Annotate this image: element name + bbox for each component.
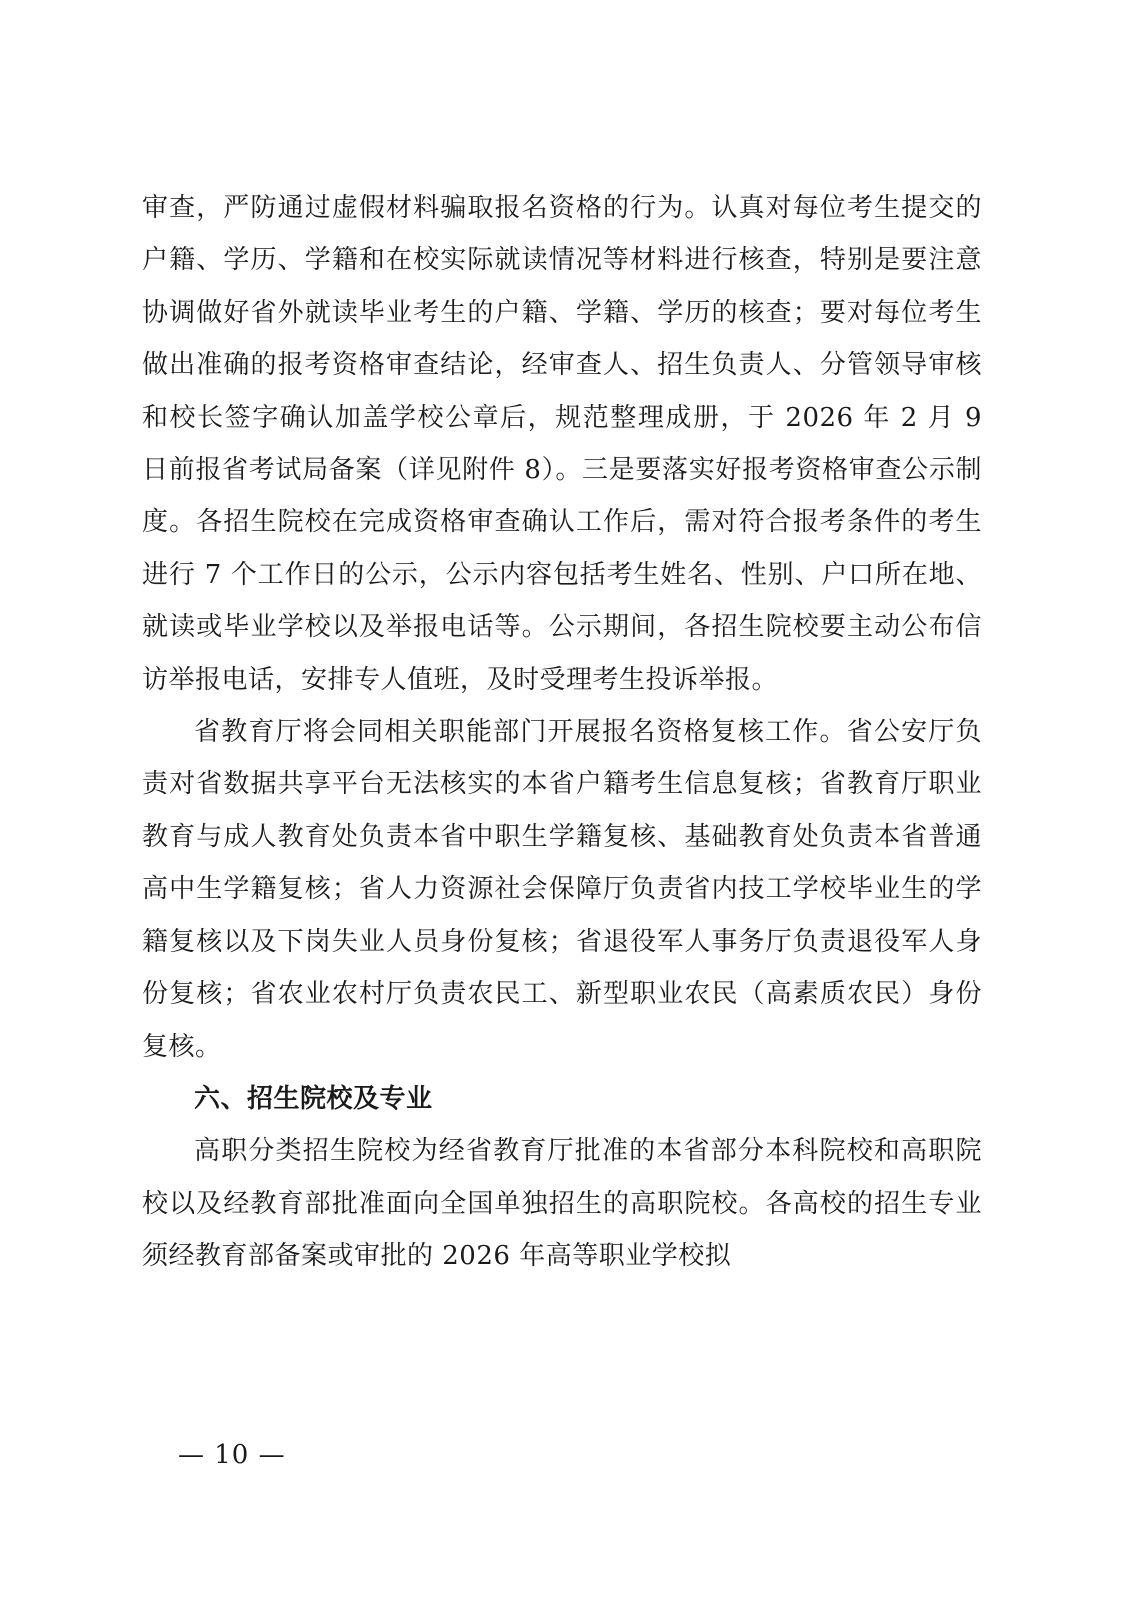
body-text <box>142 182 982 1283</box>
section-heading: 六、招生院校及专业 <box>194 1083 433 1114</box>
paragraph-qualification-review: 审查，严防通过虚假材料骗取报名资格的行为。认真对每位考生提交的户籍、学历、学籍和在校实际就读情况等材料进行核查，特别是要注意协调做好省外就读毕业考生的户籍、学籍、学历的核查；要对每位考生做出准确的报考资格审查结论，经审查人、招生负责人、分管领导审核和校长签字确认加盖学校公章后，规范整理成册，于 2026 年 2 月 9 日前报省考试局备案（详见附件 8）。三是要落实好报考资格审查公示制度。各招生院校在完成资格审查确认工作后，需对符合报考条件的考生进行 7 个工作日的公示，公示内容包括考生姓名、性别、户口所在地、就读或毕业学校以及举报电话等。公示期间，各招生院校要主动公布信访举报电话，安排专人值班，及时受理考生投诉举报。 <box>142 193 982 695</box>
paragraph-eligibility-recheck: 省教育厅将会同相关职能部门开展报名资格复核工作。省公安厅负责对省数据共享平台无法核实的本省户籍考生信息复核；省教育厅职业教育与成人教育处负责本省中职生学籍复核、基础教育处负责本省普通高中生学籍复核；省人力资源社会保障厅负责省内技工学校毕业生的学籍复核以及下岗失业人员身份复核；省退役军人事务厅负责退役军人身份复核；省农业农村厅负责农民工、新型职业农民（高素质农民）身份复核。 <box>142 717 982 1062</box>
paragraph-schools-and-majors: 高职分类招生院校为经省教育厅批准的本省部分本科院校和高职院校以及经教育部批准面向全国单独招生的高职院校。各高校的招生专业须经教育部备案或审批的 2026 年高等职业学校拟 <box>142 1136 982 1272</box>
page-number: — 10 — <box>178 1440 286 1470</box>
